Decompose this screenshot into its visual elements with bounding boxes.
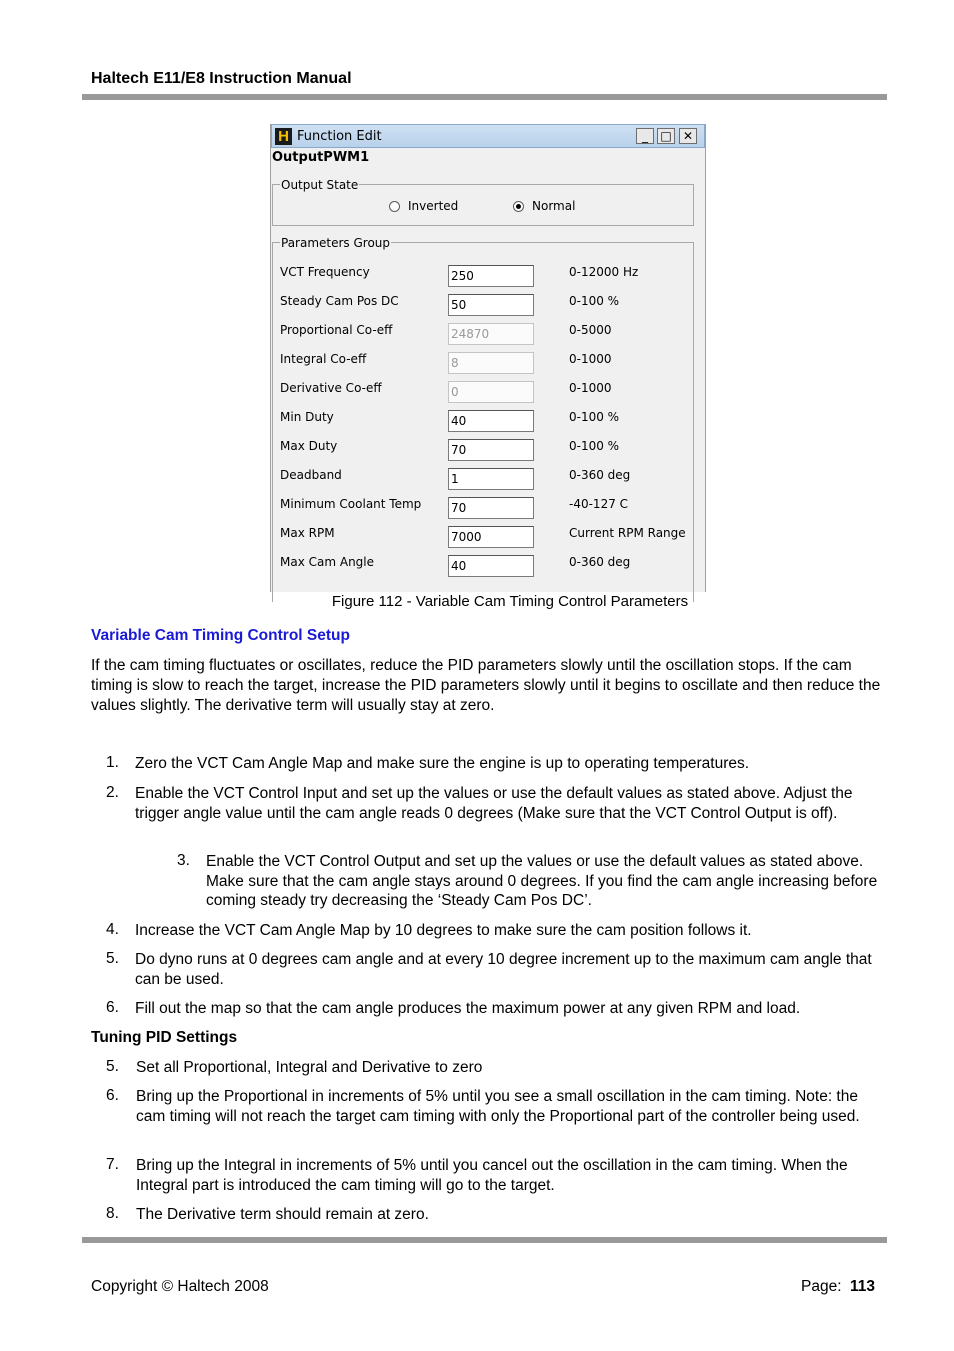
tuning-subheading: Tuning PID Settings [91, 1029, 238, 1046]
param-range-derivative: 0-1000 [569, 381, 612, 395]
figure-caption: Figure 112 - Variable Cam Timing Control Parameters [331, 593, 689, 610]
dialog-titlebar [271, 124, 705, 148]
section-title: Variable Cam Timing Control Setup [91, 627, 350, 644]
param-range-max-cam-angle: 0-360 deg [569, 555, 631, 569]
step-number: 3. [177, 852, 190, 869]
minimize-icon[interactable]: _ [636, 128, 654, 144]
param-input-deadband[interactable]: 1 [448, 468, 534, 490]
footer-copyright: Copyright © Haltech 2008 [91, 1278, 269, 1295]
function-name: OutputPWM1 [272, 150, 370, 165]
param-input-max-cam-angle[interactable]: 40 [448, 555, 534, 577]
tuning-step-number: 7. [106, 1156, 119, 1173]
param-label-max-rpm: Max RPM [280, 526, 335, 540]
param-range-min-coolant-temp: -40-127 C [569, 497, 629, 511]
param-input-max-rpm[interactable]: 7000 [448, 526, 534, 548]
intro-paragraph: If the cam timing fluctuates or oscillates, reduce the PID parameters slowly until the oscillation stops. If the cam timing is slow to reach the target, increase the PID parameters slowly until it begins to oscillate and then reduce the values slightly. The derivative term will usually stay at zero. [91, 657, 881, 714]
param-input-integral: 8 [448, 352, 534, 374]
param-label-derivative: Derivative Co-eff [280, 381, 382, 395]
param-label-integral: Integral Co-eff [280, 352, 367, 366]
maximize-icon[interactable]: □ [657, 128, 675, 144]
param-label-min-duty: Min Duty [280, 410, 334, 424]
tuning-step-number: 5. [106, 1058, 119, 1075]
footer-page-label: Page: [801, 1278, 842, 1295]
param-input-min-coolant-temp[interactable]: 70 [448, 497, 534, 519]
function-edit-dialog [270, 124, 706, 592]
tuning-step-number: 6. [106, 1087, 119, 1104]
param-label-deadband: Deadband [280, 468, 342, 482]
step-number: 6. [106, 999, 119, 1016]
step-text: Do dyno runs at 0 degrees cam angle and at every 10 degree increment up to the maximum cam angle that can be used. [135, 951, 872, 988]
param-label-min-coolant-temp: Minimum Coolant Temp [280, 497, 422, 511]
param-range-vct-frequency: 0-12000 Hz [569, 265, 639, 279]
param-label-proportional: Proportional Co-eff [280, 323, 393, 337]
param-label-max-cam-angle: Max Cam Angle [280, 555, 375, 569]
normal-label[interactable]: Normal [532, 199, 576, 213]
haltech-app-icon: H [275, 128, 292, 145]
step-number: 5. [106, 950, 119, 967]
parameters-group-label: Parameters Group [281, 236, 391, 250]
param-range-max-rpm: Current RPM Range [569, 526, 686, 540]
param-range-min-duty: 0-100 % [569, 410, 620, 424]
dialog-title: Function Edit [297, 129, 382, 144]
param-input-vct-frequency[interactable]: 250 [448, 265, 534, 287]
param-label-steady-cam-pos: Steady Cam Pos DC [280, 294, 399, 308]
step-number: 2. [106, 784, 119, 801]
param-range-proportional: 0-5000 [569, 323, 612, 337]
param-range-steady-cam-pos: 0-100 % [569, 294, 620, 308]
tuning-step-text: Bring up the Integral in increments of 5% until you cancel out the oscillation in the cam timing. When the Integral part is introduced the cam timing will go to the target. [136, 1157, 848, 1194]
document-header-title: Haltech E11/E8 Instruction Manual [91, 70, 352, 87]
inverted-label[interactable]: Inverted [408, 199, 459, 213]
header-rule [82, 94, 887, 100]
normal-radio[interactable] [513, 201, 524, 212]
param-input-derivative: 0 [448, 381, 534, 403]
step-text: Zero the VCT Cam Angle Map and make sure the engine is up to operating temperatures. [135, 755, 750, 772]
step-number: 1. [106, 754, 119, 771]
step-text: Enable the VCT Control Output and set up the values or use the default values as stated above. Make sure that the cam angle stays around 0 degrees. If you find the cam angle increasing before coming steady try decreasing the ‘Steady Cam Pos DC’. [206, 853, 878, 909]
step-text: Enable the VCT Control Input and set up the values or use the default values as stated above. Adjust the trigger angle value until the cam angle reads 0 degrees (Make sure that the VCT Control Output is off). [135, 785, 853, 822]
step-text: Increase the VCT Cam Angle Map by 10 degrees to make sure the cam position follows it. [135, 922, 752, 939]
param-label-vct-frequency: VCT Frequency [280, 265, 370, 279]
tuning-step-text: The Derivative term should remain at zero. [136, 1206, 429, 1223]
param-input-max-duty[interactable]: 70 [448, 439, 534, 461]
close-icon[interactable]: ✕ [679, 128, 697, 144]
param-range-integral: 0-1000 [569, 352, 612, 366]
step-number: 4. [106, 921, 119, 938]
tuning-step-text: Bring up the Proportional in increments of 5% until you see a small oscillation in the cam timing. Note: the cam timing will not reach the target cam timing with only the Proportional part of the controller being used. [136, 1088, 860, 1125]
param-label-max-duty: Max Duty [280, 439, 338, 453]
inverted-radio[interactable] [389, 201, 400, 212]
param-input-min-duty[interactable]: 40 [448, 410, 534, 432]
tuning-step-text: Set all Proportional, Integral and Derivative to zero [136, 1059, 483, 1076]
footer-page-number: 113 [850, 1278, 876, 1295]
param-range-deadband: 0-360 deg [569, 468, 631, 482]
tuning-step-number: 8. [106, 1205, 119, 1222]
step-text: Fill out the map so that the cam angle produces the maximum power at any given RPM and load. [135, 1000, 801, 1017]
param-range-max-duty: 0-100 % [569, 439, 620, 453]
footer-rule [82, 1237, 887, 1243]
param-input-steady-cam-pos[interactable]: 50 [448, 294, 534, 316]
output-state-label: Output State [281, 178, 359, 192]
param-input-proportional: 24870 [448, 323, 534, 345]
